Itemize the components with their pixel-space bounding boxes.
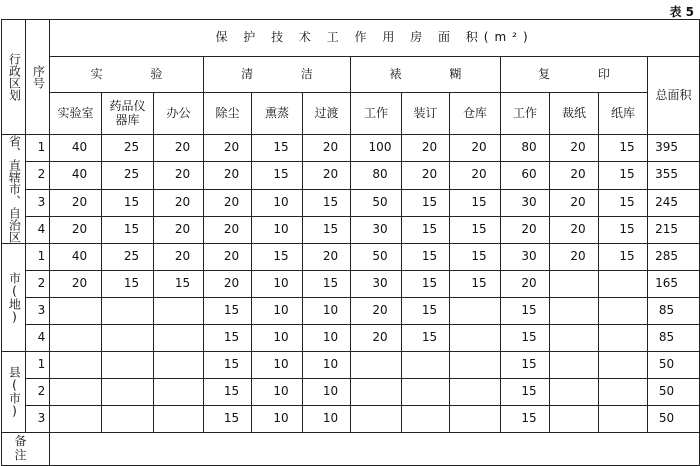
area-cell: 20 xyxy=(154,135,204,162)
area-cell: 60 xyxy=(501,162,550,189)
area-cell: 100 xyxy=(351,135,402,162)
area-cell: 15 xyxy=(252,244,303,271)
area-cell xyxy=(154,325,204,352)
total-area-cell: 285 xyxy=(648,244,700,271)
area-cell xyxy=(550,352,599,379)
total-area-cell: 355 xyxy=(648,162,700,189)
area-cell xyxy=(154,298,204,325)
table-row xyxy=(2,352,700,379)
group-header-mounting: 裱 糊 xyxy=(351,57,501,93)
area-cell: 15 xyxy=(102,271,154,298)
area-cell xyxy=(450,298,501,325)
area-cell: 25 xyxy=(102,244,154,271)
area-cell: 10 xyxy=(252,298,303,325)
area-cell: 20 xyxy=(550,189,599,216)
area-cell: 10 xyxy=(252,379,303,406)
area-cell: 20 xyxy=(154,189,204,216)
area-cell: 25 xyxy=(102,135,154,162)
area-cell xyxy=(102,352,154,379)
region-column-header: 行政区划 xyxy=(2,20,26,135)
area-cell: 50 xyxy=(351,189,402,216)
area-cell: 20 xyxy=(450,135,501,162)
table-row xyxy=(2,271,700,298)
area-cell: 15 xyxy=(204,352,252,379)
table-row xyxy=(2,162,700,189)
area-cell: 30 xyxy=(501,244,550,271)
area-cell: 15 xyxy=(402,325,450,352)
area-cell: 20 xyxy=(50,271,102,298)
area-cell: 15 xyxy=(402,216,450,243)
area-cell: 15 xyxy=(501,406,550,433)
area-cell xyxy=(351,352,402,379)
area-cell: 15 xyxy=(303,271,351,298)
group-header-copying: 复 印 xyxy=(501,57,648,93)
area-cell xyxy=(50,352,102,379)
area-cell: 10 xyxy=(252,216,303,243)
table-row xyxy=(2,379,700,406)
table-row xyxy=(2,189,700,216)
area-cell xyxy=(550,406,599,433)
region-label: 县(市) xyxy=(2,352,26,433)
area-cell: 15 xyxy=(501,325,550,352)
area-cell: 15 xyxy=(402,298,450,325)
area-cell xyxy=(450,325,501,352)
sequence-cell: 3 xyxy=(26,406,50,433)
area-cell: 15 xyxy=(303,216,351,243)
area-cell: 10 xyxy=(303,379,351,406)
area-cell xyxy=(102,298,154,325)
area-cell: 15 xyxy=(204,406,252,433)
area-cell xyxy=(102,406,154,433)
notes-label: 备 注 xyxy=(2,433,50,466)
area-cell xyxy=(402,406,450,433)
area-cell: 15 xyxy=(450,244,501,271)
area-cell: 20 xyxy=(303,162,351,189)
area-cell: 20 xyxy=(204,216,252,243)
area-cell: 20 xyxy=(154,162,204,189)
table-title: 保 护 技 术 工 作 用 房 面 积(m²) xyxy=(50,20,700,57)
sequence-cell: 1 xyxy=(26,352,50,379)
area-cell: 10 xyxy=(252,189,303,216)
area-cell: 10 xyxy=(303,298,351,325)
area-cell xyxy=(550,298,599,325)
subcol-header-office: 办公 xyxy=(154,93,204,135)
area-cell: 20 xyxy=(50,216,102,243)
area-cell xyxy=(550,271,599,298)
area-cell xyxy=(599,352,648,379)
area-cell xyxy=(599,271,648,298)
total-area-cell: 85 xyxy=(648,298,700,325)
notes-value xyxy=(50,433,700,466)
subcol-header-paper-cutting: 裁纸 xyxy=(550,93,599,135)
table-row xyxy=(2,244,700,271)
area-cell: 20 xyxy=(204,189,252,216)
area-cell: 15 xyxy=(204,379,252,406)
area-cell: 15 xyxy=(501,379,550,406)
area-cell: 15 xyxy=(252,162,303,189)
table-row xyxy=(2,135,700,162)
area-cell xyxy=(402,379,450,406)
area-cell: 25 xyxy=(102,162,154,189)
area-cell: 15 xyxy=(450,189,501,216)
area-cell xyxy=(50,325,102,352)
area-cell xyxy=(599,379,648,406)
area-cell: 20 xyxy=(501,216,550,243)
area-cell xyxy=(599,325,648,352)
subcol-header-lab: 实验室 xyxy=(50,93,102,135)
area-cell: 15 xyxy=(501,298,550,325)
area-cell: 10 xyxy=(303,325,351,352)
subcol-header-mount-work: 工作 xyxy=(351,93,402,135)
area-cell: 10 xyxy=(303,352,351,379)
area-cell: 40 xyxy=(50,162,102,189)
area-cell: 15 xyxy=(599,135,648,162)
subcol-header-fumigation: 熏蒸 xyxy=(252,93,303,135)
table-row xyxy=(2,406,700,433)
area-cell xyxy=(599,406,648,433)
area-cell xyxy=(50,379,102,406)
area-cell: 30 xyxy=(501,189,550,216)
area-cell: 15 xyxy=(599,189,648,216)
area-cell: 20 xyxy=(204,162,252,189)
region-label: 省、直辖市、自治区 xyxy=(2,135,26,244)
area-cell: 15 xyxy=(154,271,204,298)
protection-room-area-table xyxy=(1,19,700,466)
area-cell: 15 xyxy=(204,298,252,325)
area-cell: 20 xyxy=(154,216,204,243)
area-cell: 20 xyxy=(351,298,402,325)
area-cell: 20 xyxy=(550,135,599,162)
total-area-cell: 85 xyxy=(648,325,700,352)
table-row xyxy=(2,298,700,325)
area-cell: 20 xyxy=(50,189,102,216)
region-label: 市(地) xyxy=(2,244,26,352)
area-cell: 20 xyxy=(303,244,351,271)
sequence-cell: 4 xyxy=(26,216,50,243)
area-cell: 15 xyxy=(402,244,450,271)
total-area-cell: 50 xyxy=(648,406,700,433)
total-area-cell: 395 xyxy=(648,135,700,162)
area-cell: 10 xyxy=(252,271,303,298)
area-cell: 15 xyxy=(402,189,450,216)
area-cell: 20 xyxy=(204,135,252,162)
area-cell: 30 xyxy=(351,271,402,298)
area-cell xyxy=(550,379,599,406)
sequence-cell: 2 xyxy=(26,271,50,298)
area-cell xyxy=(450,379,501,406)
area-cell xyxy=(550,325,599,352)
sequence-cell: 3 xyxy=(26,298,50,325)
area-cell: 15 xyxy=(450,216,501,243)
area-cell: 15 xyxy=(402,271,450,298)
area-cell: 15 xyxy=(599,216,648,243)
sequence-cell: 2 xyxy=(26,162,50,189)
sequence-cell: 4 xyxy=(26,325,50,352)
sequence-cell: 3 xyxy=(26,189,50,216)
area-cell: 80 xyxy=(501,135,550,162)
area-cell xyxy=(599,298,648,325)
subcol-header-dust-removal: 除尘 xyxy=(204,93,252,135)
area-cell: 15 xyxy=(102,216,154,243)
notes-row xyxy=(2,433,700,466)
area-cell: 10 xyxy=(252,325,303,352)
area-cell: 15 xyxy=(303,189,351,216)
area-cell xyxy=(351,406,402,433)
total-area-header: 总面积 xyxy=(648,57,700,135)
area-cell: 10 xyxy=(252,352,303,379)
subcol-header-transition: 过渡 xyxy=(303,93,351,135)
area-cell: 15 xyxy=(501,352,550,379)
area-cell: 20 xyxy=(501,271,550,298)
area-cell: 20 xyxy=(204,244,252,271)
area-cell xyxy=(154,379,204,406)
area-cell: 15 xyxy=(599,244,648,271)
area-cell: 80 xyxy=(351,162,402,189)
total-area-cell: 165 xyxy=(648,271,700,298)
area-cell xyxy=(154,352,204,379)
sequence-cell: 1 xyxy=(26,244,50,271)
area-cell xyxy=(450,352,501,379)
area-cell: 15 xyxy=(450,271,501,298)
area-cell: 20 xyxy=(402,162,450,189)
table-row xyxy=(2,216,700,243)
total-area-cell: 50 xyxy=(648,352,700,379)
sequence-cell: 2 xyxy=(26,379,50,406)
area-cell: 15 xyxy=(204,325,252,352)
area-cell: 10 xyxy=(303,406,351,433)
area-cell: 20 xyxy=(550,244,599,271)
area-cell xyxy=(50,406,102,433)
area-cell xyxy=(351,379,402,406)
subcol-header-binding: 装订 xyxy=(402,93,450,135)
area-cell: 20 xyxy=(550,162,599,189)
subcol-header-storage: 仓库 xyxy=(450,93,501,135)
area-cell: 20 xyxy=(303,135,351,162)
area-cell: 20 xyxy=(351,325,402,352)
area-cell: 15 xyxy=(252,135,303,162)
total-area-cell: 215 xyxy=(648,216,700,243)
group-header-cleaning: 清 洁 xyxy=(204,57,351,93)
table-row xyxy=(2,325,700,352)
group-header-experiment: 实 验 xyxy=(50,57,204,93)
area-cell: 20 xyxy=(550,216,599,243)
area-cell: 15 xyxy=(599,162,648,189)
area-cell xyxy=(102,325,154,352)
sequence-column-header: 序号 xyxy=(26,20,50,135)
area-cell: 40 xyxy=(50,135,102,162)
sequence-cell: 1 xyxy=(26,135,50,162)
total-area-cell: 245 xyxy=(648,189,700,216)
area-cell xyxy=(102,379,154,406)
subcol-header-reagent-store: 药品仪器库 xyxy=(102,93,154,135)
total-area-cell: 50 xyxy=(648,379,700,406)
area-cell: 20 xyxy=(204,271,252,298)
area-cell: 10 xyxy=(252,406,303,433)
subcol-header-paper-store: 纸库 xyxy=(599,93,648,135)
table-number-label: 表 5 xyxy=(669,5,694,19)
area-cell: 30 xyxy=(351,216,402,243)
area-cell: 15 xyxy=(102,189,154,216)
area-cell xyxy=(154,406,204,433)
subcol-header-copy-work: 工作 xyxy=(501,93,550,135)
area-cell xyxy=(50,298,102,325)
area-cell: 20 xyxy=(402,135,450,162)
area-cell: 20 xyxy=(154,244,204,271)
area-cell: 20 xyxy=(450,162,501,189)
area-cell xyxy=(450,406,501,433)
area-cell xyxy=(402,352,450,379)
area-cell: 40 xyxy=(50,244,102,271)
area-cell: 50 xyxy=(351,244,402,271)
